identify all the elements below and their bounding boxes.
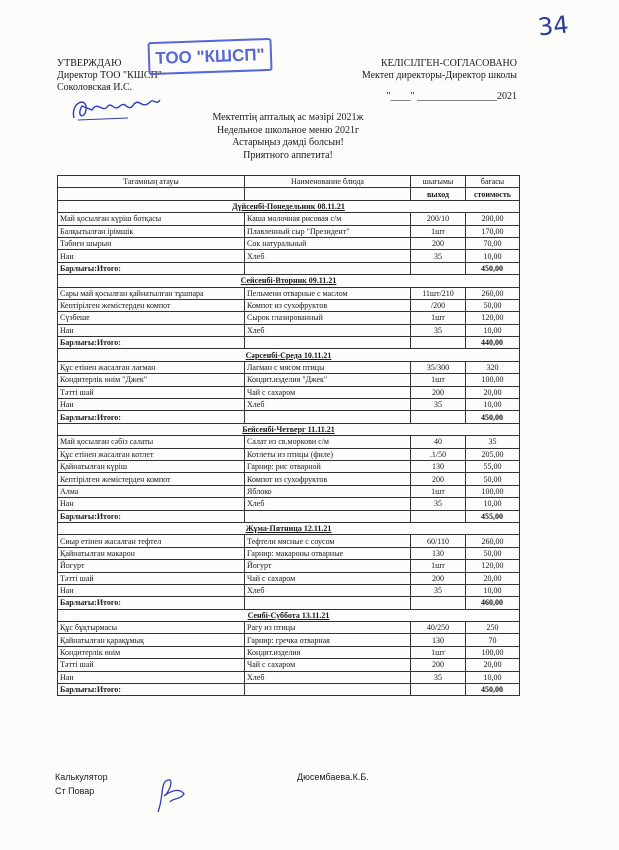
table-row xyxy=(58,671,520,683)
company-stamp: ТОО "КШСП" xyxy=(147,38,272,75)
dish-name-kz: Қайнатылған қарақұмық xyxy=(58,634,245,646)
dish-name-ru: Яблоко xyxy=(245,485,411,497)
dish-name-kz: Қайнатылған макарон xyxy=(58,547,245,559)
dish-yield: 130 xyxy=(411,634,466,646)
dish-name-ru: Салат из св.моркови с/м xyxy=(245,436,411,448)
dish-price: 170,00 xyxy=(466,225,520,237)
dish-yield: 35 xyxy=(411,584,466,596)
dish-yield: 1шт xyxy=(411,312,466,324)
dish-name-ru: Чай с сахаром xyxy=(245,386,411,398)
total-label: Барлығы:Итого: xyxy=(58,411,245,423)
dish-name-ru: Хлеб xyxy=(245,250,411,262)
page-number: 34 xyxy=(536,10,570,42)
header-name-ru: Наименование блюда xyxy=(245,176,411,188)
total-empty xyxy=(245,337,411,349)
table-row xyxy=(58,386,520,398)
director-line: Директор ТОО "КШСП" xyxy=(57,70,162,81)
total-label: Барлығы:Итого: xyxy=(58,684,245,696)
table-row xyxy=(58,213,520,225)
table-row xyxy=(58,287,520,299)
dish-name-ru: Хлеб xyxy=(245,498,411,510)
total-empty xyxy=(411,337,466,349)
dish-price: 20,00 xyxy=(466,386,520,398)
table-row xyxy=(58,634,520,646)
table-row xyxy=(58,622,520,634)
total-row xyxy=(58,684,520,696)
dish-name-ru: Котлеты из птицы (филе) xyxy=(245,448,411,460)
total-row xyxy=(58,411,520,423)
total-value: 440,00 xyxy=(466,337,520,349)
dish-price: 10,00 xyxy=(466,399,520,411)
dish-name-kz: Балқытылған ірімшік xyxy=(58,225,245,237)
day-title: Дүйсенбі-Понедельник 08.11.21 xyxy=(58,200,520,212)
table-row xyxy=(58,436,520,448)
table-row xyxy=(58,560,520,572)
dish-name-kz: Сары май қосылған қайнатылған тұшпара xyxy=(58,287,245,299)
dish-name-ru: Гарнир: гречка отварная xyxy=(245,634,411,646)
dish-yield: 200/10 xyxy=(411,213,466,225)
dish-name-kz: Сиыр етінен жасалған тефтел xyxy=(58,535,245,547)
day-row xyxy=(58,275,520,287)
table-row xyxy=(58,225,520,237)
dish-name-ru: Хлеб xyxy=(245,671,411,683)
table-row xyxy=(58,399,520,411)
dish-yield: 1шт xyxy=(411,225,466,237)
header-name-kz: Тағамның атауы xyxy=(58,176,245,188)
dish-name-ru: Йогурт xyxy=(245,560,411,572)
dish-yield: 35 xyxy=(411,324,466,336)
table-row xyxy=(58,299,520,311)
agreement-block xyxy=(362,58,517,103)
dish-name-kz: Йогурт xyxy=(58,560,245,572)
dish-yield: 40/250 xyxy=(411,622,466,634)
table-row xyxy=(58,361,520,373)
dish-price: 320 xyxy=(466,361,520,373)
dish-name-kz: Нан xyxy=(58,324,245,336)
dish-name-ru: Чай с сахаром xyxy=(245,572,411,584)
total-empty xyxy=(245,510,411,522)
dish-name-kz: Сүзбеше xyxy=(58,312,245,324)
dish-name-kz: Тәтті шай xyxy=(58,572,245,584)
dish-yield: 11шт/210 xyxy=(411,287,466,299)
dish-yield: 200 xyxy=(411,572,466,584)
dish-price: 20,00 xyxy=(466,572,520,584)
total-value: 455,00 xyxy=(466,510,520,522)
dish-price: 10,00 xyxy=(466,324,520,336)
dish-yield: .1/50 xyxy=(411,448,466,460)
dish-name-ru: Компот из сухофруктов xyxy=(245,473,411,485)
dish-price: 120,00 xyxy=(466,560,520,572)
dish-price: 100,00 xyxy=(466,374,520,386)
table-row xyxy=(58,584,520,596)
dish-name-ru: Пельмени отварные с маслом xyxy=(245,287,411,299)
dish-yield: 130 xyxy=(411,460,466,472)
table-row xyxy=(58,237,520,249)
school-director-line: Мектеп директоры-Директор школы xyxy=(361,70,517,81)
approval-title: УТВЕРЖДАЮ xyxy=(57,58,122,69)
table-row xyxy=(58,448,520,460)
total-empty xyxy=(411,411,466,423)
day-row xyxy=(58,349,520,361)
dish-name-ru: Тефтели мясные с соусом xyxy=(245,535,411,547)
dish-price: 50,00 xyxy=(466,473,520,485)
total-empty xyxy=(411,684,466,696)
dish-yield: 35 xyxy=(411,399,466,411)
director-name: Соколовская И.С. xyxy=(57,82,133,93)
dish-yield: 35 xyxy=(411,498,466,510)
table-row xyxy=(58,250,520,262)
total-row xyxy=(58,337,520,349)
dish-yield: 35 xyxy=(411,250,466,262)
total-row xyxy=(58,597,520,609)
table-row xyxy=(58,473,520,485)
dish-name-ru: Хлеб xyxy=(245,584,411,596)
total-row xyxy=(58,510,520,522)
dish-name-kz: Кептірілген жемістерден компот xyxy=(58,299,245,311)
dish-yield: 130 xyxy=(411,547,466,559)
total-row xyxy=(58,262,520,274)
dish-price: 70,00 xyxy=(466,237,520,249)
table-row xyxy=(58,374,520,386)
cook-signature xyxy=(150,776,190,816)
table-row xyxy=(58,485,520,497)
dish-name-ru: Сок натуральный xyxy=(245,237,411,249)
dish-yield: 1шт xyxy=(411,485,466,497)
dish-yield: 200 xyxy=(411,386,466,398)
dish-yield: 35/300 xyxy=(411,361,466,373)
approval-block xyxy=(57,58,162,94)
table-row xyxy=(58,498,520,510)
day-row xyxy=(58,200,520,212)
dish-price: 205,00 xyxy=(466,448,520,460)
total-value: 450,00 xyxy=(466,262,520,274)
sub-price: стоимость xyxy=(466,188,520,200)
dish-yield: 40 xyxy=(411,436,466,448)
day-row xyxy=(58,609,520,621)
dish-yield: 1шт xyxy=(411,560,466,572)
dish-name-kz: Кондитерлік өнім xyxy=(58,646,245,658)
total-value: 450,00 xyxy=(466,411,520,423)
dish-price: 100,00 xyxy=(466,485,520,497)
total-label: Барлығы:Итого: xyxy=(58,337,245,349)
day-row xyxy=(58,423,520,435)
dish-yield: 1шт xyxy=(411,646,466,658)
dish-name-ru: Хлеб xyxy=(245,399,411,411)
header-price-kz: бағасы xyxy=(466,176,520,188)
dish-name-ru: Сырок глазированный xyxy=(245,312,411,324)
dish-price: 10,00 xyxy=(466,498,520,510)
dish-price: 70 xyxy=(466,634,520,646)
total-empty xyxy=(411,262,466,274)
dish-price: 55,00 xyxy=(466,460,520,472)
greeting-kz: Астарыңыз дәмді болсын! xyxy=(232,137,344,148)
table-row xyxy=(58,646,520,658)
total-label: Барлығы:Итого: xyxy=(58,262,245,274)
total-value: 450,00 xyxy=(466,684,520,696)
dish-name-ru: Лагман с мясом птицы xyxy=(245,361,411,373)
total-empty xyxy=(245,597,411,609)
dish-name-kz: Кондитерлік өнім "Джек" xyxy=(58,374,245,386)
dish-yield: 200 xyxy=(411,237,466,249)
total-empty xyxy=(245,684,411,696)
dish-price: 10,00 xyxy=(466,584,520,596)
dish-price: 200,00 xyxy=(466,213,520,225)
dish-name-kz: Нан xyxy=(58,584,245,596)
dish-name-ru: Кондит.изделия xyxy=(245,646,411,658)
dish-yield: 1шт xyxy=(411,374,466,386)
header-yield-kz: шығымы xyxy=(411,176,466,188)
total-empty xyxy=(411,597,466,609)
dish-name-kz: Құс етінен жасалған котлет xyxy=(58,448,245,460)
dish-name-kz: Қайнатылған күріш xyxy=(58,460,245,472)
dish-price: 260,00 xyxy=(466,535,520,547)
table-header-row xyxy=(58,176,520,188)
total-label: Барлығы:Итого: xyxy=(58,510,245,522)
dish-price: 35 xyxy=(466,436,520,448)
sub-yield: выход xyxy=(411,188,466,200)
dish-name-kz: Тәтті шай xyxy=(58,386,245,398)
dish-name-ru: Каша молочная рисовая с/м xyxy=(245,213,411,225)
dish-name-kz: Алма xyxy=(58,485,245,497)
dish-price: 100,00 xyxy=(466,646,520,658)
dish-name-ru: Плавленный сыр "Президент" xyxy=(245,225,411,237)
dish-name-kz: Табиғи шырын xyxy=(58,237,245,249)
dish-yield: 200 xyxy=(411,659,466,671)
dish-name-kz: Құс етінен жасалған лағман xyxy=(58,361,245,373)
dish-name-ru: Рагу из птицы xyxy=(245,622,411,634)
total-value: 460,00 xyxy=(466,597,520,609)
dish-name-ru: Гарнир: рис отварной xyxy=(245,460,411,472)
table-subheader-row xyxy=(58,188,520,200)
dish-name-kz: Тәтті шай xyxy=(58,659,245,671)
dish-price: 50,00 xyxy=(466,299,520,311)
sub-name-ru xyxy=(245,188,411,200)
dish-price: 260,00 xyxy=(466,287,520,299)
dish-name-kz: Май қосылған сәбіз салаты xyxy=(58,436,245,448)
dish-name-kz: Кептірілген жемістерден компот xyxy=(58,473,245,485)
table-row xyxy=(58,312,520,324)
dish-name-kz: Нан xyxy=(58,671,245,683)
menu-table xyxy=(57,175,520,696)
dish-name-kz: Нан xyxy=(58,399,245,411)
total-empty xyxy=(411,510,466,522)
dish-name-kz: Май қосылған күріш ботқасы xyxy=(58,213,245,225)
day-title: Жұма-Пятница 12.11.21 xyxy=(58,522,520,534)
dish-name-kz: Нан xyxy=(58,250,245,262)
table-row xyxy=(58,659,520,671)
agreement-title: КЕЛІСІЛГЕН-СОГЛАСОВАНО xyxy=(380,58,517,69)
greeting-ru: Приятного аппетита! xyxy=(243,149,333,161)
calculator-label: Калькулятор xyxy=(55,772,108,782)
date-line: "____" ________________2021 xyxy=(386,91,517,102)
dish-yield: 35 xyxy=(411,671,466,683)
dish-name-ru: Хлеб xyxy=(245,324,411,336)
total-empty xyxy=(245,411,411,423)
day-title: Сенбі-Суббота 13.11.21 xyxy=(58,609,520,621)
title-ru: Недельное школьное меню 2021г xyxy=(216,124,360,136)
dish-yield: 200 xyxy=(411,473,466,485)
day-title: Сәрсенбі-Среда 10.11.21 xyxy=(58,349,520,361)
dish-name-ru: Чай с сахаром xyxy=(245,659,411,671)
table-row xyxy=(58,547,520,559)
dish-price: 20,00 xyxy=(466,659,520,671)
day-title: Бейсенбі-Четверг 11.11.21 xyxy=(58,423,520,435)
dish-name-ru: Кондит.изделия "Джек" xyxy=(245,374,411,386)
day-row xyxy=(58,522,520,534)
dish-price: 10,00 xyxy=(466,671,520,683)
table-row xyxy=(58,572,520,584)
dish-price: 250 xyxy=(466,622,520,634)
total-label: Барлығы:Итого: xyxy=(58,597,245,609)
dish-yield: 60/110 xyxy=(411,535,466,547)
table-row xyxy=(58,535,520,547)
day-title: Сейсенбі-Вторник 09.11.21 xyxy=(58,275,520,287)
signatory-name: Дюсембаева.К.Б. xyxy=(297,772,369,782)
table-row xyxy=(58,460,520,472)
table-row xyxy=(58,324,520,336)
title-kz: Мектептің апталық ас мәзірі 2021ж xyxy=(212,112,364,123)
dish-name-ru: Компот из сухофруктов xyxy=(245,299,411,311)
dish-price: 50,00 xyxy=(466,547,520,559)
sub-name-kz xyxy=(58,188,245,200)
menu-title xyxy=(57,112,519,162)
total-empty xyxy=(245,262,411,274)
dish-name-kz: Құс бұқтырмасы xyxy=(58,622,245,634)
dish-name-ru: Гарнир: макароны отварные xyxy=(245,547,411,559)
chief-cook-label: Ст Повар xyxy=(55,786,95,796)
dish-name-kz: Нан xyxy=(58,498,245,510)
dish-price: 10,00 xyxy=(466,250,520,262)
dish-price: 120,00 xyxy=(466,312,520,324)
dish-yield: /200 xyxy=(411,299,466,311)
